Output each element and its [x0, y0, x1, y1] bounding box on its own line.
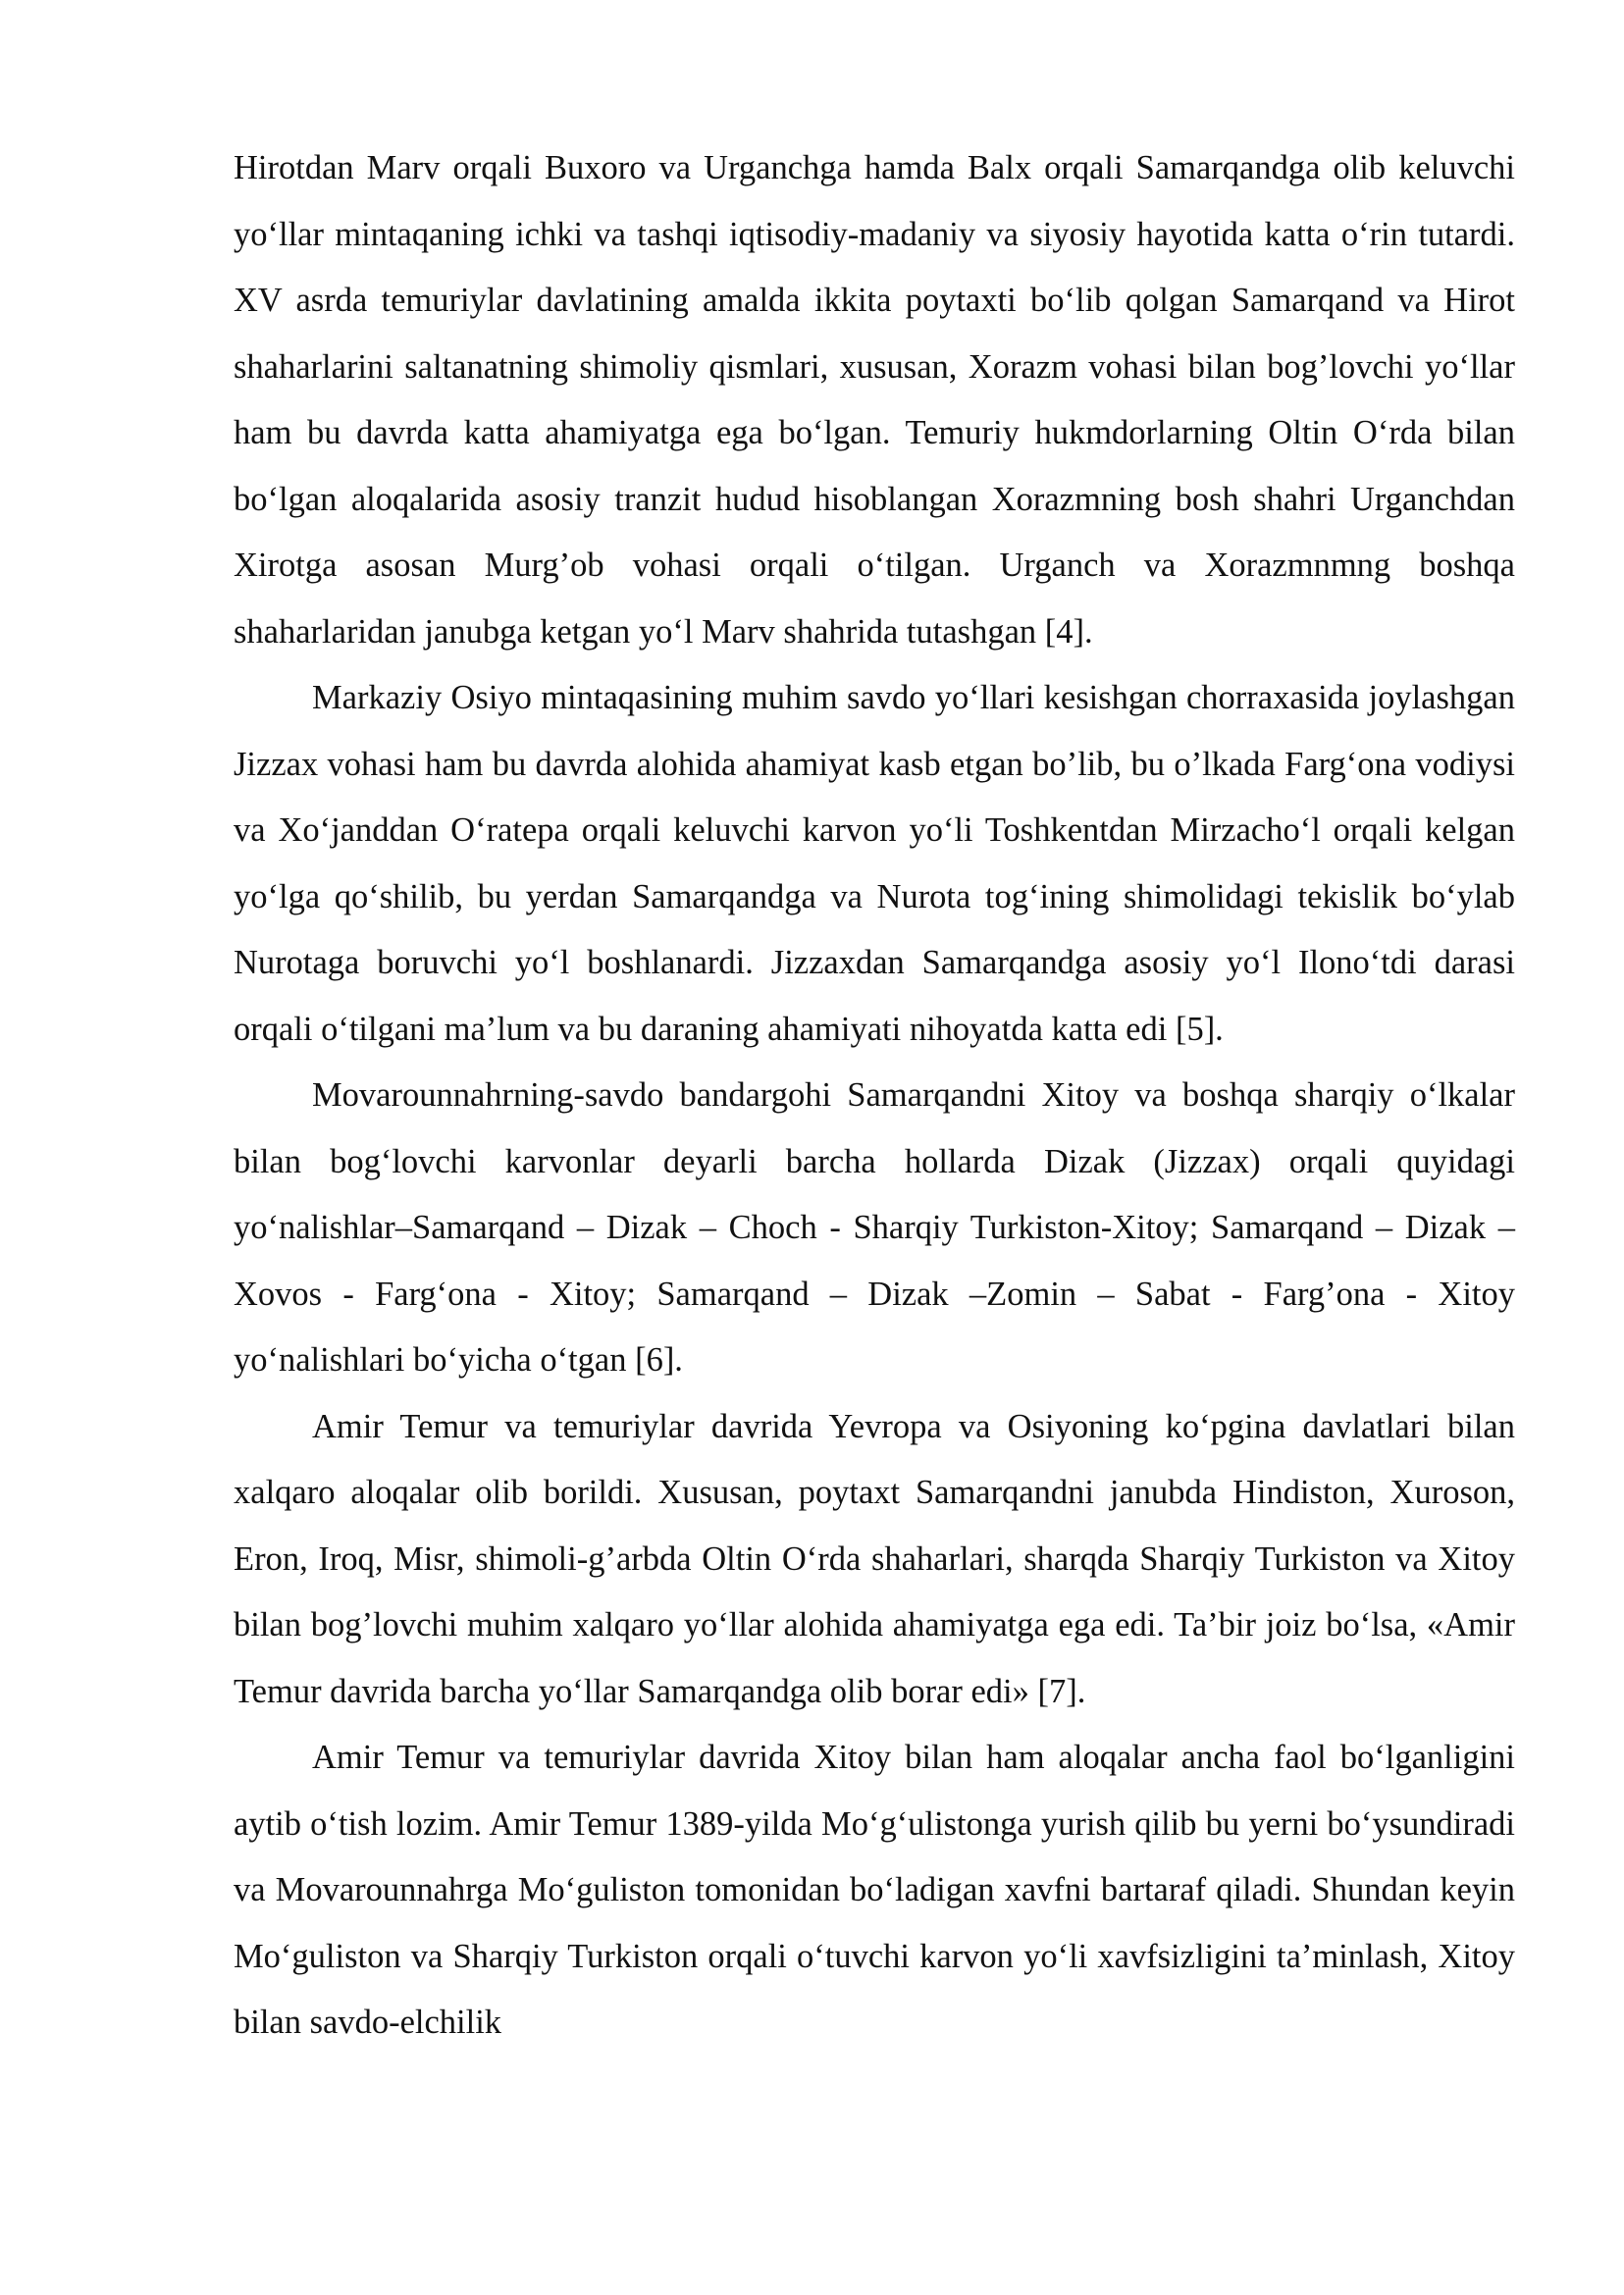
paragraph-4: Amir Temur va temuriylar davrida Yevropa va Osiyoning ko‘pgina davlatlari bilan xalqaro aloqalar olib borildi. Xususan, poytaxt Samarqandni janubda Hindiston, Xuroson, Eron, Iroq, Misr, shimoli-g’arbda Oltin O‘rda shaharlari, sharqda Sharqiy Turkiston va Xitoy bilan bog’lovchi muhim xalqaro yo‘llar alohida ahamiyatga ega edi. Ta’bir joiz bo‘lsa, «Amir Temur davrida barcha yo‘llar Samarqandga olib borar edi» [7]. [234, 1407, 1515, 1710]
paragraph-3: Movarounnahrning-savdo bandargohi Samarqandni Xitoy va boshqa sharqiy o‘lkalar bilan bog‘lovchi karvonlar deyarli barcha hollarda Dizak (Jizzax) orqali quyidagi yo‘nalishlar–Samarqand – Dizak – Choch - Sharqiy Turkiston-Xitoy; Samarqand – Dizak – Xovos - Farg‘ona - Xitoy; Samarqand – Dizak –Zomin – Sabat - Farg’ona - Xitoy yo‘nalishlari bo‘yicha o‘tgan [6]. [234, 1076, 1515, 1379]
paragraph-5: Amir Temur va temuriylar davrida Xitoy bilan ham aloqalar ancha faol bo‘lganligini aytib o‘tish lozim. Amir Temur 1389-yilda Mo‘g‘ulistonga yurish qilib bu yerni bo‘ysundiradi va Movarounnahrga Mo‘guliston tomonidan bo‘ladigan xavfni bartaraf qiladi. Shundan keyin Mo‘guliston va Sharqiy Turkiston orqali o‘tuvchi karvon yo‘li xavfsizligini ta’minlash, Xitoy bilan savdo-elchilik [234, 1739, 1515, 2041]
paragraph-2: Markaziy Osiyo mintaqasining muhim savdo yo‘llari kesishgan chorraxasida joylashgan Jizzax vohasi ham bu davrda alohida ahamiyat kasb etgan bo’lib, bu o’lkada Farg‘ona vodiysi va Xo‘janddan O‘ratepa orqali keluvchi karvon yo‘li Toshkentdan Mirzacho‘l orqali kelgan yo‘lga qo‘shilib, bu yerdan Samarqandga va Nurota tog‘ining shimolidagi tekislik bo‘ylab Nurotaga boruvchi yo‘l boshlanardi. Jizzaxdan Samarqandga asosiy yo‘l Ilono‘tdi darasi orqali o‘tilgani ma’lum va bu daraning ahamiyati nihoyatda katta edi [5]. [234, 679, 1515, 1048]
paragraph-1: Hirotdan Marv orqali Buxoro va Urganchga hamda Balx orqali Samarqandga olib keluvchi yo‘llar mintaqaning ichki va tashqi iqtisodiy-madaniy va siyosiy hayotida katta o‘rin tutardi. XV asrda temuriylar davlatining amalda ikkita poytaxti bo‘lib qolgan Samarqand va Hirot shaharlarini saltanatning shimoliy qismlari, xususan, Xorazm vohasi bilan bog’lovchi yo‘llar ham bu davrda katta ahamiyatga ega bo‘lgan. Temuriy hukmdorlarning Oltin O‘rda bilan bo‘lgan aloqalarida asosiy tranzit hudud hisoblangan Xorazmning bosh shahri Urganchdan Xirotga asosan Murg’ob vohasi orqali o‘tilgan. Urganch va Xorazmnmng boshqa shaharlaridan janubga ketgan yo‘l Marv shahrida tutashgan [4]. [234, 149, 1515, 651]
body-text [234, 135, 1515, 2057]
